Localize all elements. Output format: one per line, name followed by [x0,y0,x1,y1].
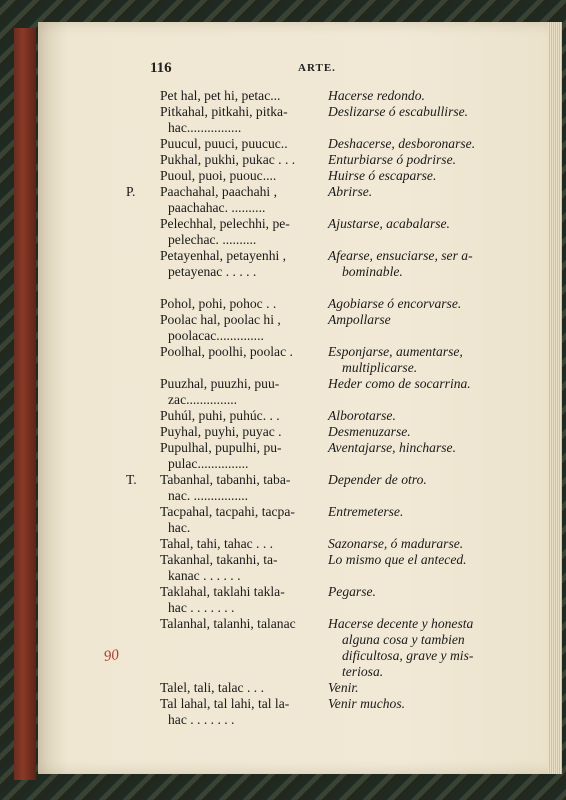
spanish-meaning [328,184,500,200]
maya-verb-line: Paachahal, paachahi , [160,184,277,199]
spanish-meaning-line: Venir muchos. [328,696,406,711]
spanish-meaning [328,472,500,488]
section-letter: T. [126,472,137,487]
spanish-meaning-line: Pegarse. [328,584,376,599]
spanish-meaning [328,152,500,168]
maya-verb [160,248,326,280]
spanish-meaning [328,136,500,152]
maya-verb-line: Tabanhal, tabanhi, taba- [160,472,291,487]
maya-verb-line: Puuzhal, puuzhi, puu- [160,376,280,391]
maya-verb [160,376,326,408]
maya-verb-line: pelechac. .......... [168,232,257,247]
maya-verb-line: Pet hal, pet hi, petac... [160,88,281,103]
maya-verb [160,296,326,312]
spanish-meaning-line: Enturbiarse ó podrirse. [328,152,457,167]
spanish-meaning-line: dificultosa, grave y mis- [342,648,474,663]
spanish-meaning [328,248,500,280]
page-number: 116 [150,60,172,76]
spanish-meaning-line: Lo mismo que el anteced. [328,552,467,567]
maya-verb-line: pulac............... [168,456,249,471]
maya-verb-line: Pohol, pohi, pohoc . . [160,296,277,311]
running-head: ARTE. [298,62,336,74]
spanish-meaning-line: Depender de otro. [328,472,427,487]
maya-verb-line: hac................ [168,120,242,135]
maya-verb-line: Poolac hal, poolac hi , [160,312,281,327]
maya-verb-line: Talanhal, talanhi, talanac [160,616,296,631]
maya-verb [160,584,326,616]
handwritten-margin-note: 90 [102,647,120,665]
spanish-meaning [328,216,500,232]
dictionary-entries [126,88,526,727]
maya-verb [160,472,326,504]
maya-verb-line: nac. ................ [168,488,249,503]
spanish-meaning [328,440,500,456]
maya-verb [160,152,326,168]
maya-verb [160,440,326,472]
maya-verb [160,536,326,552]
spanish-meaning [328,680,500,696]
maya-verb [160,216,326,248]
spanish-meaning [328,616,500,680]
spanish-meaning-line: Huirse ó escaparse. [328,168,437,183]
spanish-meaning-line: Sazonarse, ó madurarse. [328,536,464,551]
maya-verb [160,312,326,344]
spanish-meaning-line: Entremeterse. [328,504,404,519]
maya-verb [160,184,326,216]
maya-verb-line: Petayenhal, petayenhi , [160,248,287,263]
spanish-meaning [328,504,500,520]
maya-verb-line: Taklahal, taklahi takla- [160,584,285,599]
page-edge [548,22,562,774]
spanish-meaning-line: Agobiarse ó encorvarse. [328,296,462,311]
maya-verb-line: Puyhal, puyhi, puyac . [160,424,282,439]
maya-verb [160,424,326,440]
maya-verb-line: Pupulhal, pupulhi, pu- [160,440,282,455]
spanish-meaning-line: Abrirse. [328,184,373,199]
maya-verb-line: petayenac . . . . . [168,264,257,279]
spanish-meaning [328,376,500,392]
spanish-meaning-line: Desmenuzarse. [328,424,411,439]
maya-verb [160,552,326,584]
spanish-meaning [328,552,500,568]
spanish-meaning-line: teriosa. [342,664,384,679]
maya-verb-line: Pelechhal, pelechhi, pe- [160,216,290,231]
spanish-meaning [328,312,500,328]
maya-verb-line: hac . . . . . . . [168,600,235,615]
maya-verb [160,680,326,696]
maya-verb-line: poolacac.............. [168,328,264,343]
maya-verb-line: Tahal, tahi, tahac . . . [160,536,274,551]
maya-verb [160,344,326,360]
spanish-meaning-line: alguna cosa y tambien [342,632,465,647]
spanish-meaning-line: Alborotarse. [328,408,396,423]
spanish-meaning [328,344,500,376]
maya-verb-line: Puoul, puoi, puouc.... [160,168,277,183]
maya-verb-line: Pitkahal, pitkahi, pitka- [160,104,288,119]
maya-verb-line: Tacpahal, tacpahi, tacpa- [160,504,295,519]
spanish-meaning [328,696,500,712]
spanish-meaning-line: Heder como de socarrina. [328,376,471,391]
maya-verb [160,88,326,104]
maya-verb-line: Tal lahal, tal lahi, tal la- [160,696,290,711]
spanish-meaning [328,168,500,184]
spanish-meaning [328,584,500,600]
spanish-meaning-line: Ampollarse [328,312,391,327]
spanish-meaning-line: Hacerse redondo. [328,88,425,103]
maya-verb-line: zac............... [168,392,238,407]
spanish-meaning-line: Ajustarse, acabalarse. [328,216,450,231]
spanish-meaning-line: Hacerse decente y honesta [328,616,474,631]
spanish-meaning-line: Deshacerse, desboronarse. [328,136,476,151]
page-header [150,60,510,82]
spanish-meaning-line: multiplicarse. [342,360,418,375]
spanish-meaning [328,424,500,440]
maya-verb [160,408,326,424]
maya-verb-line: hac. [168,520,191,535]
spanish-meaning [328,296,500,312]
spanish-meaning-line: Aventajarse, hincharse. [328,440,456,455]
spanish-meaning-line: Afearse, ensuciarse, ser a- [328,248,473,263]
maya-verb-line: paachahac. .......... [168,200,266,215]
maya-verb-line: Poolhal, poolhi, poolac . [160,344,293,359]
maya-verb-line: Puucul, puuci, puucuc.. [160,136,288,151]
spanish-meaning-line: Esponjarse, aumentarse, [328,344,463,359]
maya-verb [160,168,326,184]
maya-verb-line: kanac . . . . . . [168,568,241,583]
maya-verb-line: Talel, tali, talac . . . [160,680,264,695]
maya-verb-line: hac . . . . . . . [168,712,235,727]
maya-verb-line: Pukhal, pukhi, pukac . . . [160,152,296,167]
spanish-meaning [328,88,500,104]
maya-verb-line: Puhúl, puhi, puhúc. . . [160,408,280,423]
spanish-meaning [328,408,500,424]
spanish-meaning [328,104,500,120]
spanish-meaning [328,536,500,552]
maya-verb [160,136,326,152]
book-spine [14,28,36,780]
spanish-meaning-line: bominable. [342,264,403,279]
maya-verb [160,504,326,536]
section-letter: P. [126,184,136,199]
maya-verb [160,616,326,632]
spanish-meaning-line: Venir. [328,680,359,695]
spanish-meaning-line: Deslizarse ó escabullirse. [328,104,469,119]
maya-verb [160,104,326,136]
maya-verb-line: Takanhal, takanhi, ta- [160,552,278,567]
maya-verb [160,696,326,728]
